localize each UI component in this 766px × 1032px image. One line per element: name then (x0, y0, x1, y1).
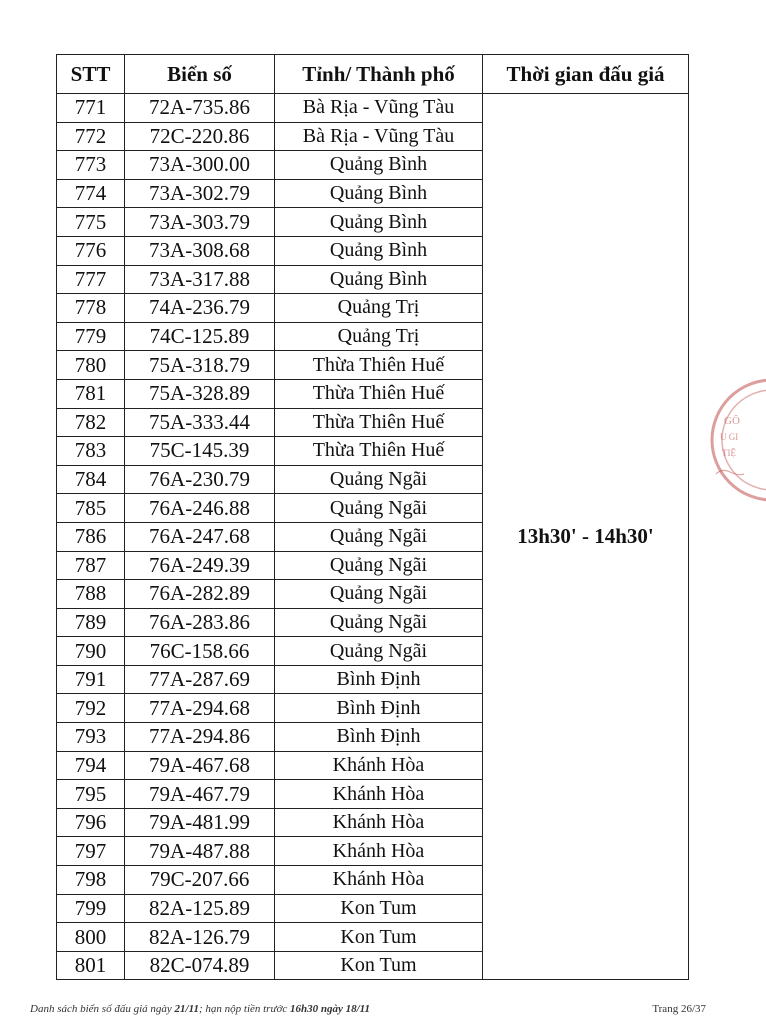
province-cell: Bà Rịa - Vũng Tàu (275, 94, 483, 123)
province-cell: Khánh Hòa (275, 751, 483, 780)
table-header-row (57, 55, 689, 94)
stt-cell: 794 (57, 751, 125, 780)
footer-note (30, 1003, 370, 1015)
plate-cell: 82A-125.89 (125, 894, 275, 923)
province-cell: Kon Tum (275, 923, 483, 952)
plate-cell: 76C-158.66 (125, 637, 275, 666)
stt-cell: 797 (57, 837, 125, 866)
province-cell: Khánh Hòa (275, 866, 483, 895)
province-cell: Quảng Trị (275, 322, 483, 351)
province-cell: Quảng Bình (275, 179, 483, 208)
stt-cell: 798 (57, 866, 125, 895)
stt-cell: 785 (57, 494, 125, 523)
stt-cell: 788 (57, 580, 125, 609)
plate-cell: 73A-303.79 (125, 208, 275, 237)
page-number: Trang 26/37 (652, 1003, 706, 1015)
province-cell: Quảng Bình (275, 265, 483, 294)
stt-cell: 780 (57, 351, 125, 380)
province-cell: Quảng Bình (275, 236, 483, 265)
plate-cell: 77A-294.68 (125, 694, 275, 723)
province-cell: Quảng Ngãi (275, 580, 483, 609)
stt-cell: 789 (57, 608, 125, 637)
plate-cell: 73A-308.68 (125, 236, 275, 265)
stt-cell: 775 (57, 208, 125, 237)
seal-line-1: GÔ (724, 415, 740, 427)
province-cell: Thừa Thiên Huế (275, 437, 483, 466)
province-cell: Khánh Hòa (275, 837, 483, 866)
province-cell: Quảng Bình (275, 208, 483, 237)
stt-cell: 793 (57, 723, 125, 752)
stt-cell: 781 (57, 379, 125, 408)
stt-cell: 774 (57, 179, 125, 208)
footer-prefix: Danh sách biển số đấu giá ngày (30, 1003, 175, 1015)
plate-cell: 77A-287.69 (125, 665, 275, 694)
plate-cell: 79A-467.68 (125, 751, 275, 780)
stt-cell: 800 (57, 923, 125, 952)
stt-cell: 772 (57, 122, 125, 151)
stt-cell: 792 (57, 694, 125, 723)
province-cell: Quảng Ngãi (275, 465, 483, 494)
province-cell: Bình Định (275, 665, 483, 694)
red-stamp-icon (706, 372, 766, 508)
province-cell: Quảng Ngãi (275, 608, 483, 637)
plate-cell: 79A-487.88 (125, 837, 275, 866)
stt-cell: 791 (57, 665, 125, 694)
seal-line-2: U GI (720, 432, 739, 442)
plate-cell: 74A-236.79 (125, 294, 275, 323)
stt-cell: 771 (57, 94, 125, 123)
header-time: Thời gian đấu giá (483, 55, 689, 94)
province-cell: Quảng Ngãi (275, 522, 483, 551)
header-province: Tỉnh/ Thành phố (275, 55, 483, 94)
stt-cell: 776 (57, 236, 125, 265)
plate-cell: 73A-300.00 (125, 151, 275, 180)
province-cell: Quảng Ngãi (275, 637, 483, 666)
plate-cell: 73A-317.88 (125, 265, 275, 294)
footer-date: 21/11 (174, 1003, 199, 1015)
stt-cell: 784 (57, 465, 125, 494)
province-cell: Quảng Trị (275, 294, 483, 323)
province-cell: Thừa Thiên Huế (275, 408, 483, 437)
table-body (57, 94, 689, 980)
plate-cell: 72A-735.86 (125, 94, 275, 123)
plate-cell: 72C-220.86 (125, 122, 275, 151)
stt-cell: 790 (57, 637, 125, 666)
stt-cell: 773 (57, 151, 125, 180)
plate-cell: 79C-207.66 (125, 866, 275, 895)
province-cell: Kon Tum (275, 894, 483, 923)
province-cell: Bà Rịa - Vũng Tàu (275, 122, 483, 151)
plate-cell: 73A-302.79 (125, 179, 275, 208)
stt-cell: 787 (57, 551, 125, 580)
province-cell: Thừa Thiên Huế (275, 379, 483, 408)
stt-cell: 782 (57, 408, 125, 437)
plate-cell: 74C-125.89 (125, 322, 275, 351)
header-plate: Biển số (125, 55, 275, 94)
province-cell: Quảng Ngãi (275, 551, 483, 580)
footer-middle: ; hạn nộp tiền trước (198, 1003, 290, 1015)
plate-cell: 82A-126.79 (125, 923, 275, 952)
plate-cell: 79A-481.99 (125, 808, 275, 837)
province-cell: Bình Định (275, 694, 483, 723)
stt-cell: 783 (57, 437, 125, 466)
auction-time-cell: 13h30' - 14h30' (483, 94, 689, 980)
stt-cell: 779 (57, 322, 125, 351)
stt-cell: 786 (57, 522, 125, 551)
footer-deadline: 16h30 ngày 18/11 (289, 1003, 371, 1015)
province-cell: Quảng Bình (275, 151, 483, 180)
plate-cell: 77A-294.86 (125, 723, 275, 752)
stt-cell: 799 (57, 894, 125, 923)
stt-cell: 778 (57, 294, 125, 323)
header-stt: STT (57, 55, 125, 94)
province-cell: Kon Tum (275, 951, 483, 980)
table-row (57, 94, 689, 123)
stt-cell: 795 (57, 780, 125, 809)
province-cell: Bình Định (275, 723, 483, 752)
stt-cell: 777 (57, 265, 125, 294)
plate-cell: 75A-328.89 (125, 379, 275, 408)
plate-cell: 82C-074.89 (125, 951, 275, 980)
plate-cell: 76A-283.86 (125, 608, 275, 637)
plate-cell: 75A-333.44 (125, 408, 275, 437)
province-cell: Quảng Ngãi (275, 494, 483, 523)
province-cell: Khánh Hòa (275, 780, 483, 809)
plate-cell: 76A-246.88 (125, 494, 275, 523)
plate-cell: 75A-318.79 (125, 351, 275, 380)
stt-cell: 801 (57, 951, 125, 980)
plate-cell: 79A-467.79 (125, 780, 275, 809)
stt-cell: 796 (57, 808, 125, 837)
province-cell: Khánh Hòa (275, 808, 483, 837)
auction-table (56, 54, 689, 980)
plate-cell: 76A-282.89 (125, 580, 275, 609)
seal-line-3: TIỆ (722, 448, 736, 458)
plate-cell: 76A-249.39 (125, 551, 275, 580)
plate-cell: 75C-145.39 (125, 437, 275, 466)
plate-cell: 76A-247.68 (125, 522, 275, 551)
province-cell: Thừa Thiên Huế (275, 351, 483, 380)
plate-cell: 76A-230.79 (125, 465, 275, 494)
